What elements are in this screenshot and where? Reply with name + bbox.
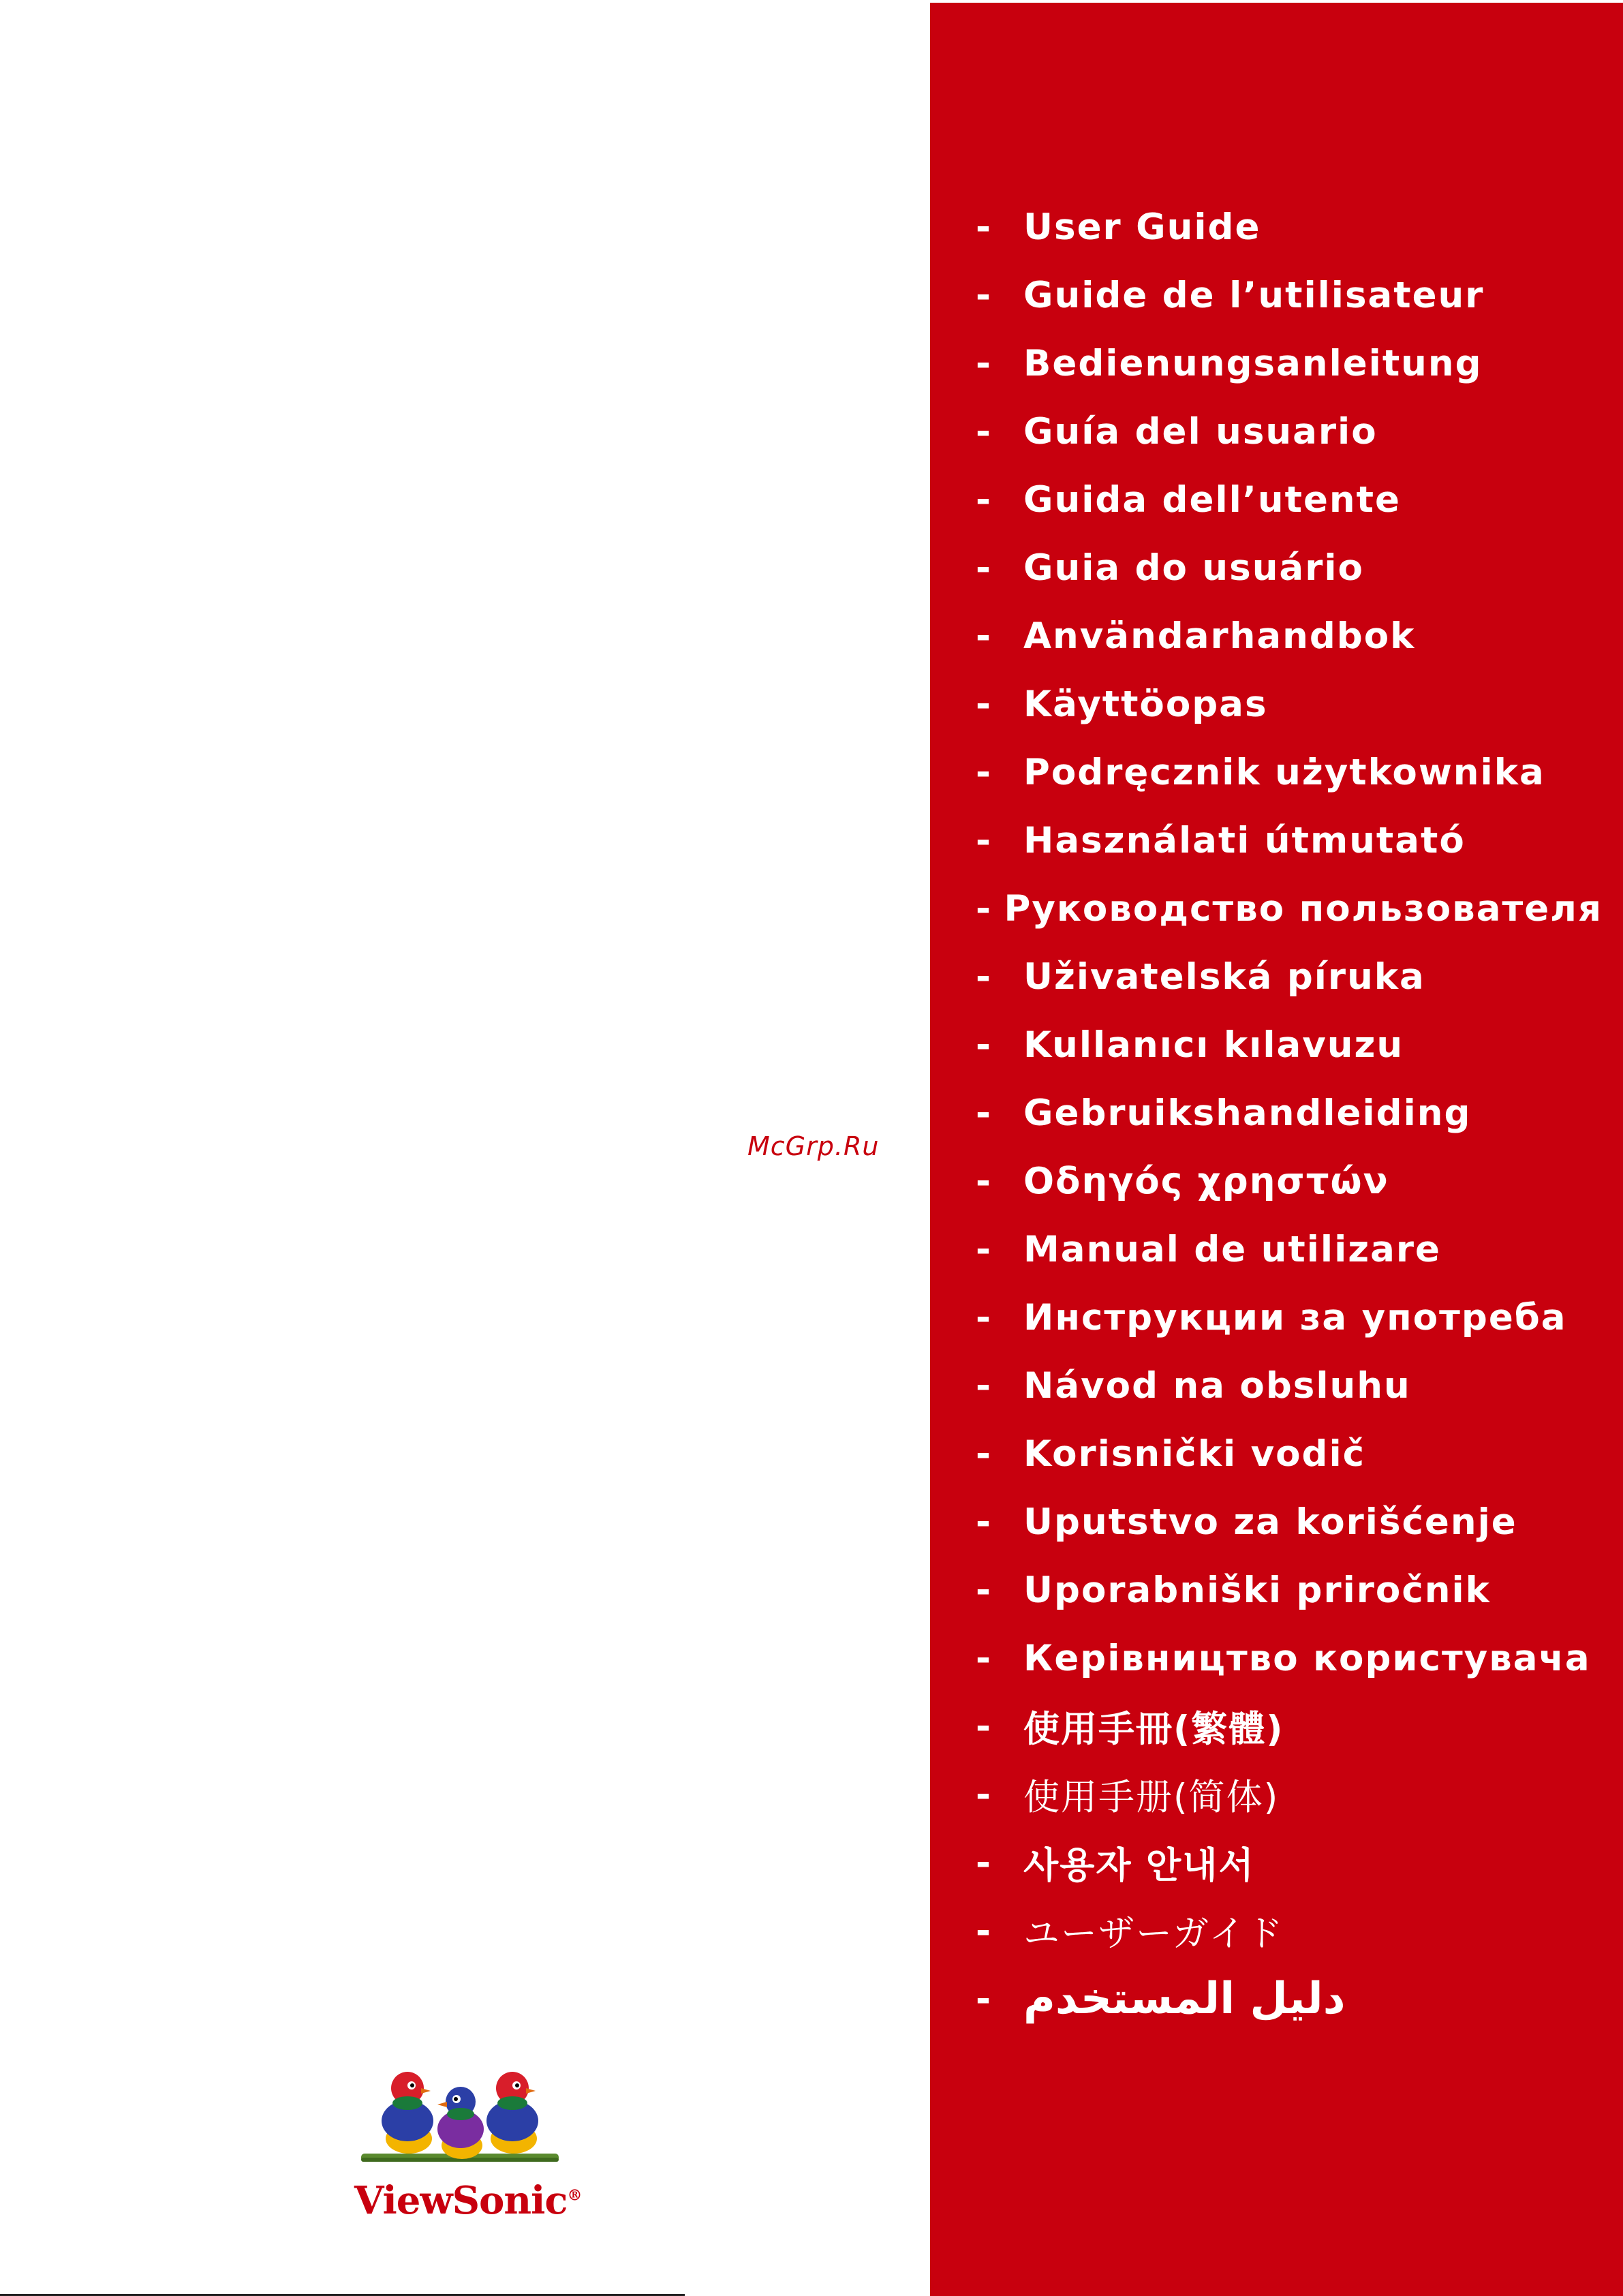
language-label: Manual de utilizare: [1023, 1228, 1441, 1270]
bullet-dash: -: [976, 1501, 992, 1543]
bullet-dash: -: [976, 751, 992, 793]
language-item: [976, 1556, 1603, 1624]
language-item: [976, 670, 1603, 738]
language-item: [976, 193, 1603, 261]
bullet-dash: -: [976, 1296, 992, 1338]
language-item: [976, 1897, 1603, 1965]
language-label: ユーザーガイド: [1023, 1913, 1284, 1955]
language-label: Uporabniški priročnik: [1023, 1569, 1491, 1611]
language-item: [976, 1420, 1603, 1488]
language-item: [976, 1079, 1603, 1147]
bullet-dash: -: [976, 547, 992, 589]
language-item: [976, 261, 1603, 329]
bullet-dash: -: [976, 1705, 992, 1747]
bullet-dash: -: [976, 887, 992, 930]
language-label: Guía del usuario: [1023, 410, 1378, 453]
language-item: [976, 1215, 1603, 1283]
bullet-dash: -: [976, 1092, 992, 1134]
bullet-dash: -: [976, 1841, 992, 1884]
language-label: Käyttöopas: [1023, 683, 1268, 725]
language-item: [976, 1011, 1603, 1079]
bullet-dash: -: [976, 1637, 992, 1679]
bullet-dash: -: [976, 1978, 992, 2020]
bullet-dash: -: [976, 1364, 992, 1407]
language-label: Guia do usuário: [1023, 547, 1364, 589]
language-label: Bedienungsanleitung: [1023, 342, 1483, 384]
bullet-dash: -: [976, 342, 992, 384]
language-item: [976, 1283, 1603, 1351]
bullet-dash: -: [976, 819, 992, 861]
language-item: [976, 874, 1603, 943]
bullet-dash: -: [976, 478, 992, 521]
language-item: [976, 1488, 1603, 1556]
language-label: Kullanıcı kılavuzu: [1023, 1024, 1404, 1066]
language-item: [976, 1692, 1603, 1760]
language-item: [976, 806, 1603, 874]
bullet-dash: -: [976, 683, 992, 725]
language-label: 使用手冊(繁體): [1023, 1709, 1284, 1750]
language-item: [976, 1965, 1603, 2033]
bullet-dash: -: [976, 206, 992, 248]
language-label: Gebruikshandleiding: [1023, 1092, 1472, 1134]
language-label: دليل المستخدم: [1023, 1974, 1346, 2024]
language-item: [976, 534, 1603, 602]
bullet-dash: -: [976, 615, 992, 657]
language-item: [976, 1760, 1603, 1828]
language-label: Керівництво користувача: [1023, 1637, 1591, 1679]
bullet-dash: -: [976, 1433, 992, 1475]
language-item: [976, 1147, 1603, 1215]
language-label: Guida dell’utente: [1023, 478, 1401, 521]
language-label: 사용자 안내서: [1023, 1845, 1255, 1886]
language-item: [976, 602, 1603, 670]
language-label: Οδηγός χρηστών: [1023, 1160, 1389, 1202]
language-item: [976, 397, 1603, 465]
language-item: [976, 1828, 1603, 1897]
language-item: [976, 329, 1603, 397]
language-item: [976, 943, 1603, 1011]
brand-name: ViewSonic: [354, 2178, 568, 2223]
language-label: Guide de l’utilisateur: [1023, 274, 1485, 316]
bullet-dash: -: [976, 1228, 992, 1270]
language-item: [976, 1351, 1603, 1420]
bullet-dash: -: [976, 1160, 992, 1202]
brand-wordmark: [354, 2178, 582, 2223]
language-label: Podręcznik użytkownika: [1023, 751, 1545, 793]
language-label: User Guide: [1023, 206, 1261, 248]
language-item: [976, 465, 1603, 534]
bullet-dash: -: [976, 955, 992, 998]
language-item: [976, 738, 1603, 806]
bullet-dash: -: [976, 274, 992, 316]
language-label: 使用手册(简体): [1023, 1777, 1280, 1818]
language-label: Användarhandbok: [1023, 615, 1416, 657]
language-item: [976, 1624, 1603, 1692]
bullet-dash: -: [976, 1910, 992, 1952]
bullet-dash: -: [976, 1773, 992, 1816]
language-label: Návod na obsluhu: [1023, 1364, 1411, 1407]
bullet-dash: -: [976, 1024, 992, 1066]
bullet-dash: -: [976, 410, 992, 453]
language-label: Használati útmutató: [1023, 819, 1466, 861]
language-label: Инструкции за употреба: [1023, 1296, 1567, 1338]
language-list: [976, 193, 1603, 2033]
language-label: Руководство пользователя: [1004, 887, 1603, 930]
watermark-text: McGrp.Ru: [747, 1131, 880, 1161]
bullet-dash: -: [976, 1569, 992, 1611]
registered-mark: ®: [567, 2186, 582, 2205]
language-label: Uživatelská píruka: [1023, 955, 1425, 998]
language-label: Uputstvo za korišćenje: [1023, 1501, 1517, 1543]
language-label: Korisnički vodič: [1023, 1433, 1366, 1475]
